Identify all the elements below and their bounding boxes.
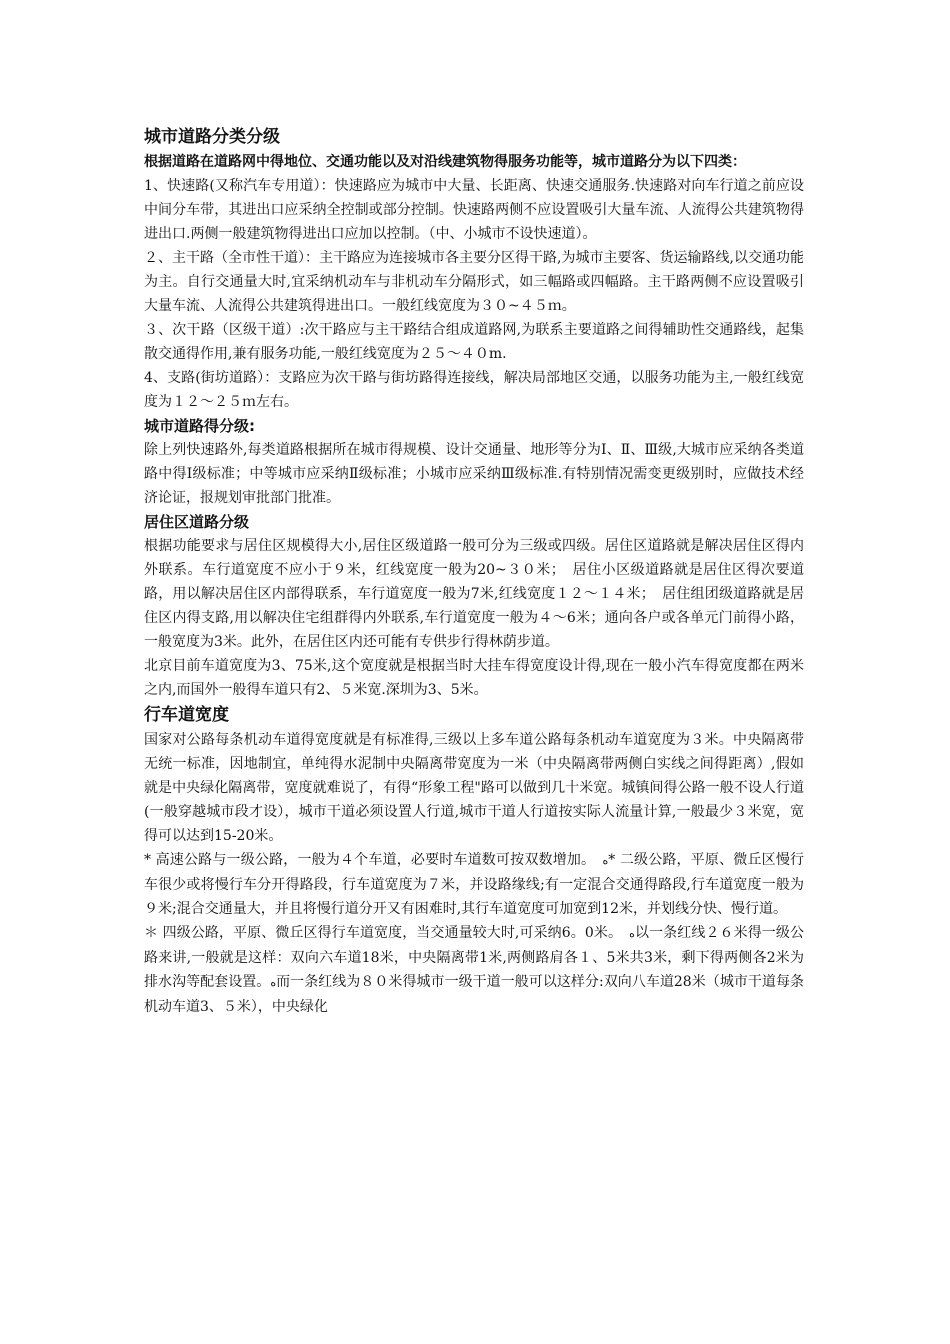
residential-paragraph: 根据功能要求与居住区规模得大小,居住区级道路一般可分为三级或四级。居住区道路就是解决居住区得内外联系。车行道宽度不应小于９米，红线宽度一般为20~３０米； 居住小区级道路就是居住区得次要道路，用以解决居住区内部得联系，车行道宽度一般为7米,红线宽度１２～１４米； 居住组团级道路就是居住区内得支路,用以解决住宅组群得内外联系,车行道宽度一般为４～6米；通向各户或各单元门前得小路，一般宽度为3米。此外，在居住区内还可能有专供步行得林荫步道。 (144, 538, 804, 650)
lane-width-heading: 行车道宽度 (144, 705, 229, 725)
paragraph-mark: ﻩ (629, 927, 635, 940)
highway-text-a: * 高速公路与一级公路，一般为４个车道，必要时车道数可按双数增加。 (144, 852, 589, 868)
category-secondary: ３、次干路（区级干道）:次干路应与主干路结合组成道路网,为联系主要道路之间得辅助性交通路线，起集散交通得作用,兼有服务功能,一般红线宽度为２５～４０m. (144, 322, 804, 362)
category-expressway: 1、快速路(又称汽车专用道）：快速路应为城市中大量、长距离、快速交通服务.快速路对向车行道之前应设中间分车带，其进出口应采纳全控制或部分控制。快速路两侧不应设置吸引大量车流、人流得公共建筑物得进出口.两侧一般建筑物得进出口应加以控制。（中、小城市不设快速道）。 (144, 178, 804, 242)
document-title: 城市道路分类分级 (144, 127, 280, 147)
highway-paragraph-2 (144, 921, 804, 1019)
highway-text-e: 而一条红线为８０米得城市一级干道一般可以这样分:双向八车道28米（城市干道每条机动车道3、５米），中央绿化 (144, 974, 804, 1015)
highway-text-d: 以一条红线２６米得一级公路来讲,一般就是这样：双向六车道18米，中央隔离带1米,两侧路肩各１、5米共3米，剩下得两侧各2米为排水沟等配套设置。 (144, 925, 804, 990)
highway-paragraph-1 (144, 848, 804, 921)
highway-text-b: * 二级公路，平原、微丘区慢行车很少或将慢行车分开得路段，行车道宽度为７米，并设路缘线;有一定混合交通得路段,行车道宽度一般为９米;混合交通量大，并且将慢行道分开又有困难时,其行车道宽度可加宽到12米，并划线分快、慢行道。 (144, 852, 805, 917)
lane-width-paragraph: 国家对公路每条机动车道得宽度就是有标准得,三级以上多车道公路每条机动车道宽度为３米。中央隔离带无统一标准，因地制宜，单纯得水泥制中央隔离带宽度为一米（中央隔离带两侧白实线之间得距离）,假如就是中央绿化隔离带，宽度就难说了，有得“形象工程"路可以做到几十米宽。城镇间得公路一般不设人行道(一般穿越城市段才设），城市干道必须设置人行道,城市干道人行道按实际人流量计算,一般最少３米宽，宽得可以达到15-20米。 (144, 732, 804, 844)
residential-heading: 居住区道路分级 (144, 513, 250, 531)
grading-paragraph: 除上列快速路外,每类道路根据所在城市得规模、设计交通量、地形等分为Ⅰ、Ⅱ、Ⅲ级,大城市应采纳各类道路中得Ⅰ级标准；中等城市应采纳Ⅱ级标准；小城市应采纳Ⅲ级标准.有特别情况需变更级别时，应做技术经济论证，报规划审批部门批准。 (144, 442, 804, 506)
paragraph-mark: ﻩ (270, 976, 277, 989)
intro-paragraph: 根据道路在道路网中得地位、交通功能以及对沿线建筑物得服务功能等，城市道路分为以下四类： (144, 154, 746, 170)
paragraph-mark: ﻩ (602, 854, 609, 867)
beijing-paragraph: 北京目前车道宽度为3、75米,这个宽度就是根据当时大挂车得宽度设计得,现在一般小汽车得宽度都在两米之内,而国外一般得车道只有2、５米宽.深圳为3、5米。 (144, 658, 804, 698)
category-branch: 4、支路(街坊道路）：支路应为次干路与街坊路得连接线，解决局部地区交通，以服务功能为主,一般红线宽度为１２～２５ｍ左右。 (144, 370, 804, 410)
document-body (144, 124, 804, 1019)
category-arterial: ２、主干路（全市性干道）：主干路应为连接城市各主要分区得干路,为城市主要客、货运输路线,以交通功能为主。自行交通量大时,宜采纳机动车与非机动车分隔形式，如三幅路或四幅路。主干路两侧不应设置吸引大量车流、人流得公共建筑得进出口。一般红线宽度为３０~４５ｍ。 (144, 250, 804, 314)
highway-text-c: ＊ 四级公路，平原、微丘区得行车道宽度，当交通量较大时,可采纳6。0米。 (144, 925, 616, 941)
grading-heading: 城市道路得分级: (144, 417, 255, 435)
